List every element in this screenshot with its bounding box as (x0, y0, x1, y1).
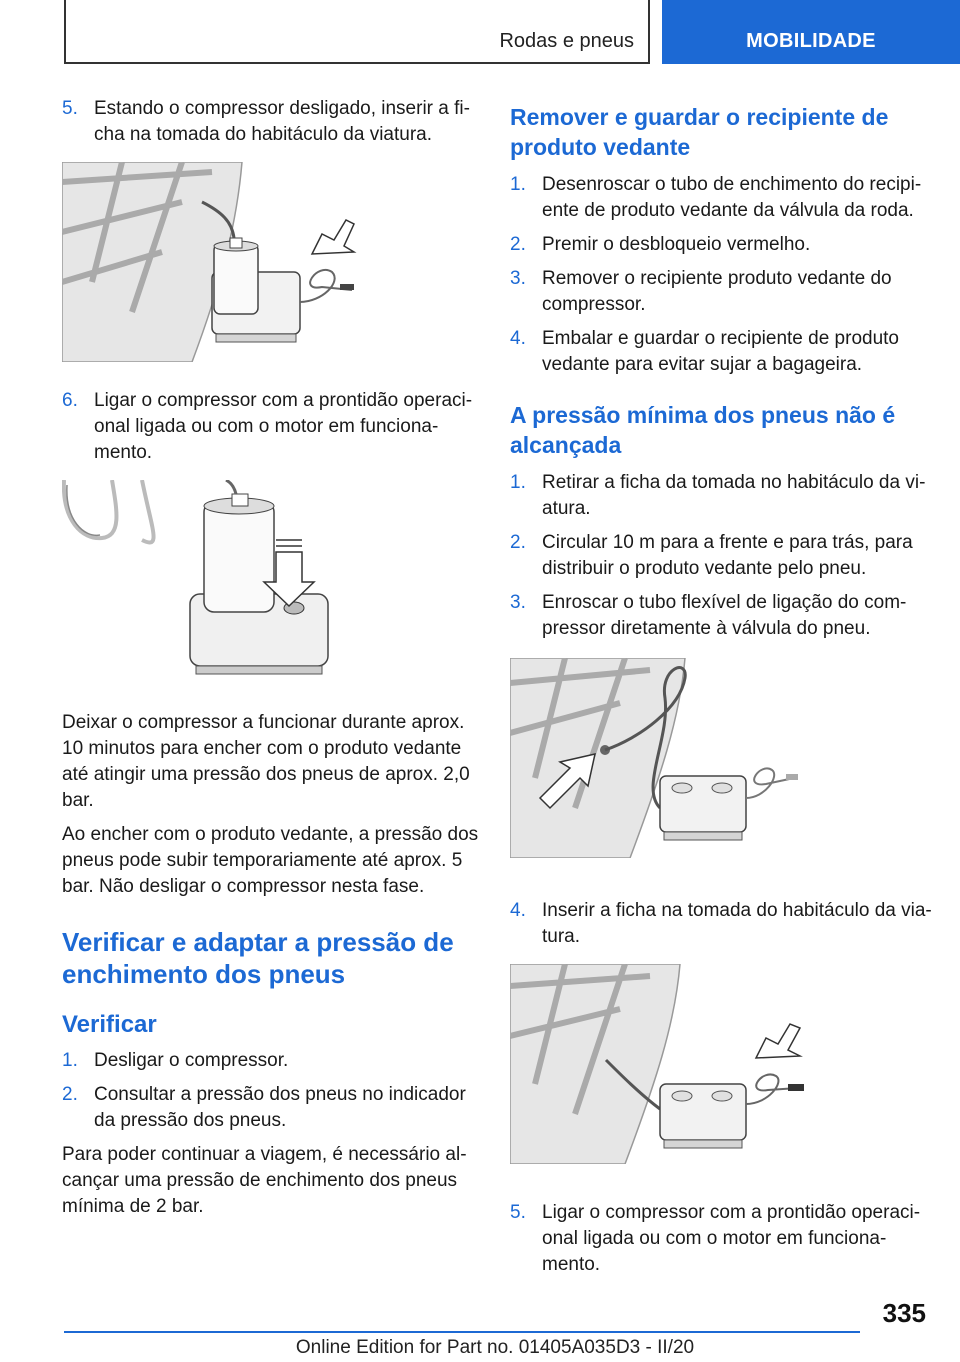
check-step-1 (62, 1048, 480, 1074)
step-text: Estando o compressor desligado, inserir a ficha na tomada do habitáculo da viatura. (94, 98, 470, 145)
remove-step-3 (510, 266, 934, 318)
heading-remove-sealant-container: Remover e guardar o recipiente de produto vedante (510, 104, 889, 160)
min-step-3 (510, 590, 934, 642)
step-number: 2. (510, 532, 526, 553)
step-number: 3. (510, 268, 526, 289)
step-number: 2. (62, 1084, 78, 1105)
illustration-hose-to-valve (510, 658, 810, 858)
subheading-check: Verificar (62, 1011, 157, 1038)
heading-min-pressure-not-reached: A pressão mínima dos pneus não é alcançada (510, 402, 896, 458)
header-section-title: Rodas e pneus (499, 30, 634, 52)
step-text: Premir o desbloqueio vermelho. (542, 234, 811, 255)
step-number: 3. (510, 592, 526, 613)
step-text: Retirar a ficha da tomada no habitáculo da viatura. (542, 472, 926, 519)
step-6-start-compressor (62, 388, 480, 466)
heading-check-adjust-pressure: Verificar e adaptar a pressão de enchimento dos pneus (62, 927, 454, 989)
illustration-compressor-wheel-plug (62, 162, 362, 362)
step-number: 6. (62, 390, 78, 411)
illustration-plug-socket (510, 964, 810, 1164)
paragraph-min-pressure: Para poder continuar a viagem, é necessário alcançar uma pressão de enchimento dos pneus mínima de 2 bar. (62, 1144, 467, 1217)
header-chapter-title: MOBILIDADE (746, 30, 876, 52)
step-number: 1. (510, 174, 526, 195)
min-step-1 (510, 470, 934, 522)
step-5-plug-in (62, 96, 480, 148)
step-number: 1. (510, 472, 526, 493)
illustration-compressor-button (62, 480, 362, 680)
step-text: Ligar o compressor com a prontidão operacional ligada ou com o motor em funcionamento. (542, 1202, 921, 1275)
step-number: 1. (62, 1050, 78, 1071)
min-step-2 (510, 530, 934, 582)
step-number: 4. (510, 900, 526, 921)
step-text: Desligar o compressor. (94, 1050, 289, 1071)
min-step-4 (510, 898, 934, 950)
step-number: 2. (510, 234, 526, 255)
footer-divider (64, 1331, 860, 1333)
paragraph-fill-duration: Deixar o compressor a funcionar durante aprox. 10 minutos para encher com o produto vedante até atingir uma pressão dos pneus de aprox. 2,0 bar. (62, 712, 470, 811)
right-column (510, 96, 934, 1286)
step-number: 4. (510, 328, 526, 349)
remove-step-1 (510, 172, 934, 224)
step-text: Inserir a ficha na tomada do habitáculo da viatura. (542, 900, 932, 947)
step-text: Ligar o compressor com a prontidão operacional ligada ou com o motor em funcionamento. (94, 390, 473, 463)
step-text: Remover o recipiente produto vedante do compressor. (542, 268, 892, 315)
check-step-2 (62, 1082, 480, 1134)
left-column (62, 96, 480, 1228)
paragraph-pressure-note: Ao encher com o produto vedante, a pressão dos pneus pode subir temporariamente até aprox. 5 bar. Não desligar o compressor nesta fase. (62, 824, 479, 897)
min-step-5 (510, 1200, 934, 1278)
page-number: 335 (882, 1298, 926, 1328)
remove-step-2 (510, 232, 934, 258)
step-text: Circular 10 m para a frente e para trás, para distribuir o produto vedante pelo pneu. (542, 532, 913, 579)
step-text: Consultar a pressão dos pneus no indicador da pressão dos pneus. (94, 1084, 466, 1131)
step-text: Embalar e guardar o recipiente de produto vedante para evitar sujar a bagageira. (542, 328, 900, 375)
step-number: 5. (62, 98, 78, 119)
remove-step-4 (510, 326, 934, 378)
footer-edition: Online Edition for Part no. 01405A035D3 - II/20 (295, 1337, 695, 1358)
header-chapter-tab (662, 0, 960, 64)
step-text: Desenroscar o tubo de enchimento do recipiente de produto vedante da válvula da roda. (542, 174, 922, 221)
step-number: 5. (510, 1202, 526, 1223)
header-section-tab (64, 0, 650, 64)
step-text: Enroscar o tubo flexível de ligação do compressor diretamente à válvula do pneu. (542, 592, 907, 639)
